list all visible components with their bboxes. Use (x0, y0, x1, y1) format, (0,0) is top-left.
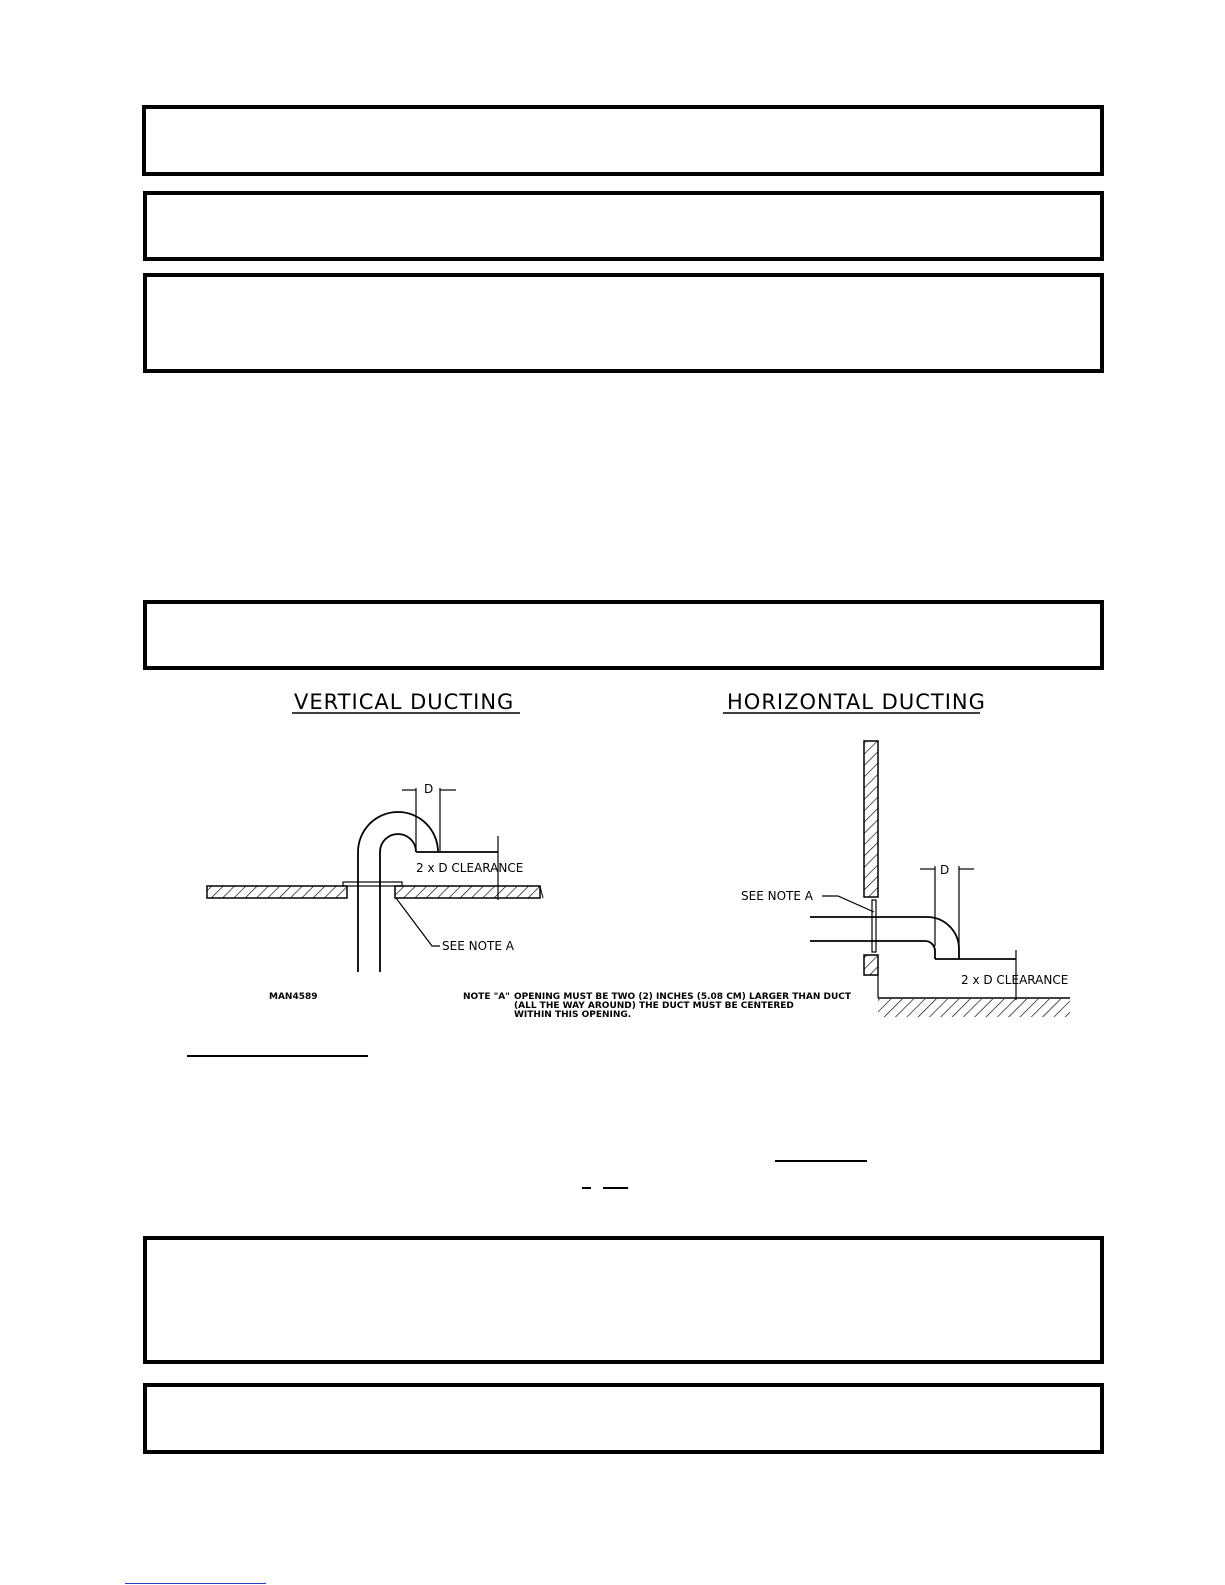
horizontal-duct-flange (872, 900, 876, 952)
horizontal-d-label: D (940, 863, 950, 877)
vertical-duct-inner (380, 834, 416, 972)
drawing-id: MAN4589 (269, 992, 318, 1002)
note-a-line3: WITHIN THIS OPENING. (514, 1010, 632, 1020)
note-a-line1: OPENING MUST BE TWO (2) INCHES (5.08 CM) LARGER THAN DUCT (514, 992, 852, 1002)
vertical-duct-flange (343, 882, 402, 886)
horizontal-ducting-title: HORIZONTAL DUCTING (727, 690, 986, 714)
vertical-floor-left (207, 886, 347, 898)
horizontal-duct-upper (810, 917, 959, 959)
vertical-ducting-title: VERTICAL DUCTING (294, 690, 515, 714)
vertical-note-ref: SEE NOTE A (442, 939, 514, 953)
vertical-d-label: D (424, 782, 434, 796)
vertical-floor-right (395, 886, 540, 898)
horizontal-note-leader (822, 896, 874, 912)
note-a-line2: (ALL THE WAY AROUND) THE DUCT MUST BE CENTERED (514, 1001, 794, 1011)
vertical-note-leader (396, 898, 440, 946)
horizontal-floor-hatch (878, 999, 1070, 1017)
note-a-label: NOTE "A" (463, 992, 510, 1002)
horizontal-note-ref: SEE NOTE A (741, 889, 813, 903)
horizontal-wall-upper (864, 741, 878, 897)
vertical-clearance-label: 2 x D CLEARANCE (416, 861, 524, 875)
horizontal-clearance-label: 2 x D CLEARANCE (961, 973, 1069, 987)
horizontal-wall-lower (864, 955, 878, 975)
